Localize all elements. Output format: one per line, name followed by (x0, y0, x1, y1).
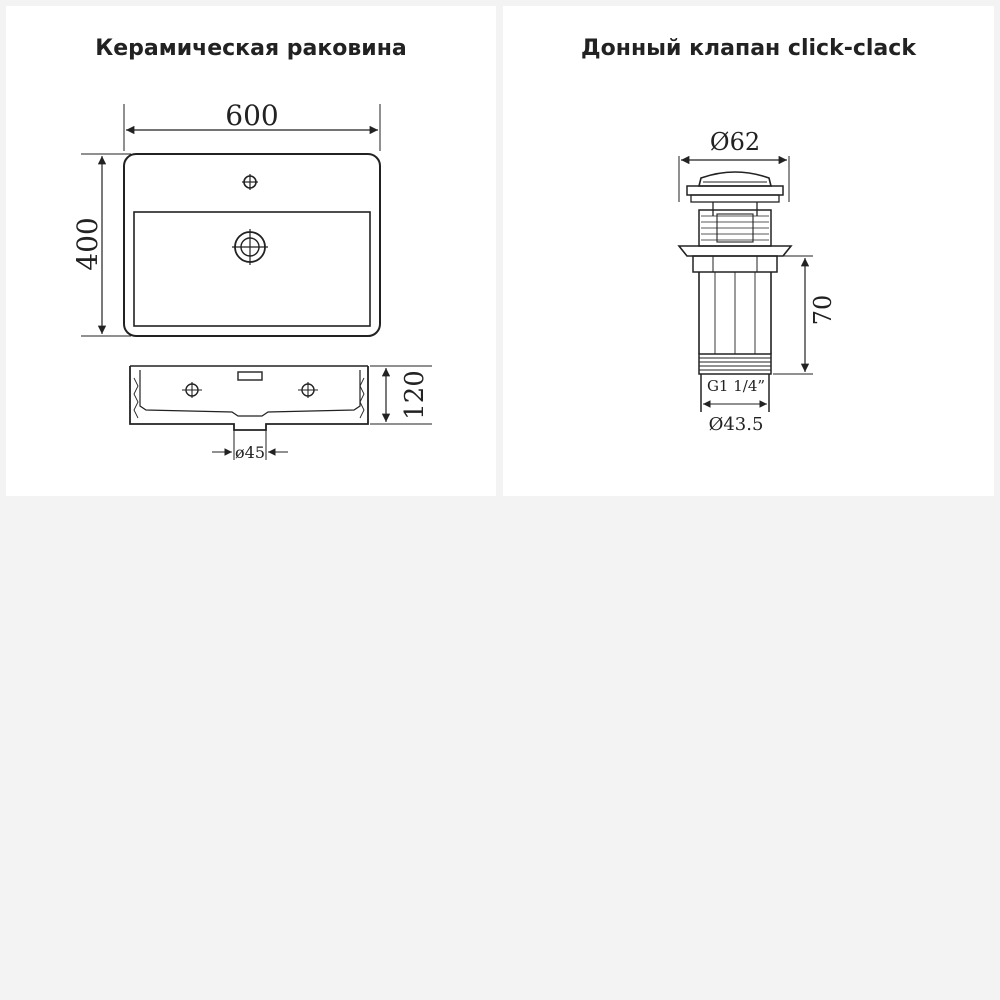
drain-dimension (212, 430, 288, 462)
sink-side-section (130, 366, 368, 430)
valve-panel (503, 6, 994, 496)
length-label: 70 (809, 294, 837, 326)
width-dimension (124, 99, 380, 151)
length-dimension (773, 256, 837, 374)
height-label: 120 (400, 370, 430, 420)
valve-title: Донный клапан click-clack (581, 36, 916, 61)
sink-panel (6, 6, 496, 496)
bottom-diameter-dimension (703, 404, 767, 435)
sink-title: Керамическая раковина (95, 36, 407, 61)
depth-label: 400 (71, 217, 104, 271)
width-label: 600 (225, 99, 279, 132)
depth-dimension (71, 154, 131, 336)
height-dimension (370, 366, 432, 424)
sink-top-view (124, 154, 380, 336)
sink-drawing (6, 6, 496, 496)
valve-drawing (503, 6, 994, 496)
valve-body (679, 172, 791, 412)
drain-label: ø45 (235, 443, 265, 462)
top-diameter-dimension (679, 128, 789, 202)
top-diameter-label: Ø62 (709, 128, 761, 156)
bottom-diameter-label: Ø43.5 (708, 414, 764, 435)
thread-label: G1 1/4” (706, 377, 766, 395)
